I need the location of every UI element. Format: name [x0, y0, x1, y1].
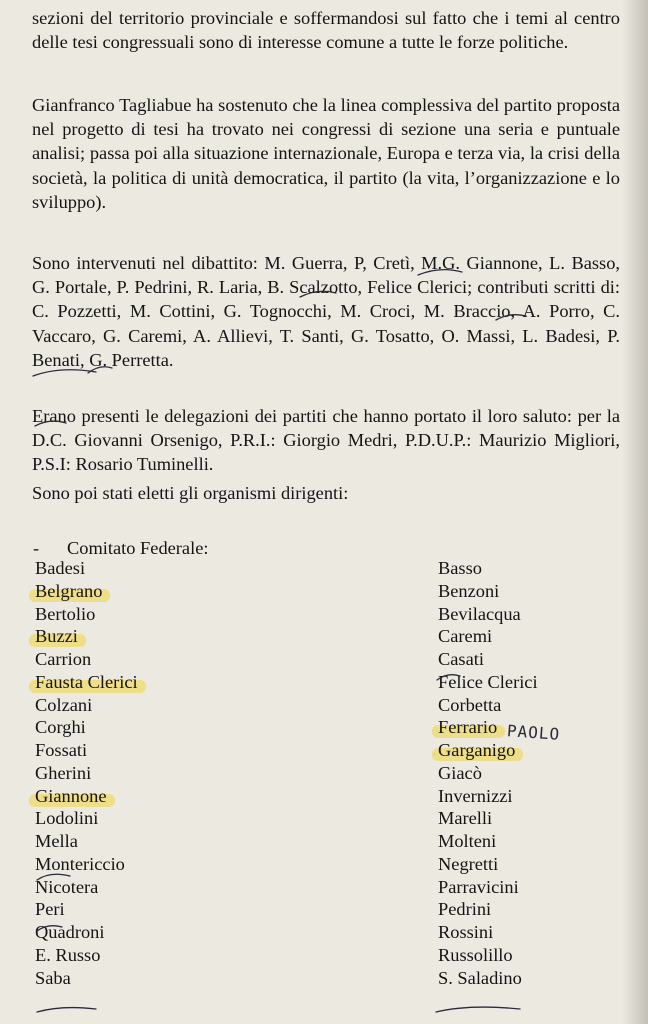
list-item-highlighted: Ferrario [438, 716, 538, 739]
committee-right-column [438, 557, 538, 989]
list-item: Corbetta [438, 694, 502, 715]
list-item: Pedrini [438, 899, 492, 920]
list-item: Marelli [438, 808, 493, 829]
list-item: Lodolini [35, 808, 99, 829]
underline-mark [436, 1007, 520, 1012]
committee-left-column [35, 557, 138, 989]
list-item: Gherini [35, 762, 92, 783]
list-item: Caremi [438, 626, 493, 647]
list-item-highlighted: Garganigo [438, 739, 538, 762]
paragraph-speakers: Sono intervenuti nel dibattito: M. Guerra, P, Cretì, M.G. Giannone, L. Basso, G. Portale, P. Pedrini, R. Laria, B. Scalzotto, Felice Clerici; contributi scritti di: C. Pozzetti, M. Cottini, G. Tognocchi, M. Croci, M. Braccio, A. Porro, C. Vaccaro, G. Caremi, A. Allievi, T. Santi, G. Tosatto, O. Massi, L. Badesi, P. Benati, G. Perretta. [32, 253, 620, 370]
paragraph-delegations: Erano presenti le delegazioni dei partiti che hanno portato il loro saluto: per la D.C. Giovanni Orsenigo, P.R.I.: Giorgio Medri, P.D.U.P.: Maurizio Migliori, P.S.I: Rosario Tuminelli. [32, 406, 620, 475]
list-item: Basso [438, 558, 482, 578]
list-item: Carrion [35, 649, 92, 669]
list-item: Benzoni [438, 580, 500, 601]
handwritten-annotation: PAOLO [506, 721, 561, 744]
list-item: Invernizzi [438, 785, 513, 806]
list-item: S. Saladino [438, 967, 522, 988]
list-item: Russolillo [438, 944, 513, 965]
list-item: Rossini [438, 922, 494, 942]
list-item: Bertolio [35, 603, 96, 624]
list-item: Felice Clerici [438, 671, 538, 692]
list-item-highlighted: Fausta Clerici [35, 671, 138, 694]
list-item: Mella [35, 831, 78, 851]
list-item: Saba [35, 967, 71, 988]
list-item: Peri [35, 899, 65, 920]
list-item: Bevilacqua [438, 603, 521, 624]
list-item: Fossati [35, 740, 88, 760]
list-item: Colzani [35, 694, 93, 715]
page-edge-shadow [622, 0, 648, 1024]
list-item: Parravicini [438, 876, 519, 897]
list-item-highlighted: Buzzi [35, 625, 138, 648]
list-item: Giacò [438, 762, 482, 783]
paragraph-tagliabue: Gianfranco Tagliabue ha sostenuto che la linea complessiva del partito proposta nel progetto di tesi ha trovato nei congressi di sezione una seria e puntuale analisi; passa poi alla situazione internazionale, Europa e terza via, la crisi della società, la politica di unità democratica, il partito (la vita, l’organizzazione e lo sviluppo). [32, 95, 620, 212]
list-item-highlighted: Giannone [35, 785, 138, 808]
list-item: Corghi [35, 717, 86, 738]
paragraph-intro: sezioni del territorio provinciale e soffermandosi sul fatto che i temi al centro delle tesi congressuali sono di interesse comune a tutte le forze politiche. [32, 8, 620, 53]
list-item: Montericcio [35, 853, 125, 874]
list-item: Casati [438, 649, 484, 669]
list-item: Nicotera [35, 876, 99, 897]
list-item: Quadroni [35, 922, 105, 942]
list-item-highlighted: Belgrano [35, 580, 138, 603]
underline-mark [37, 1008, 96, 1012]
list-dash: - [33, 538, 40, 558]
list-item: Badesi [35, 558, 86, 578]
committee-title: Comitato Federale: [67, 538, 209, 558]
list-item: Negretti [438, 853, 499, 874]
list-item: E. Russo [35, 944, 101, 965]
list-item: Molteni [438, 831, 497, 851]
paragraph-elections: Sono poi stati eletti gli organismi dirigenti: [32, 483, 349, 503]
